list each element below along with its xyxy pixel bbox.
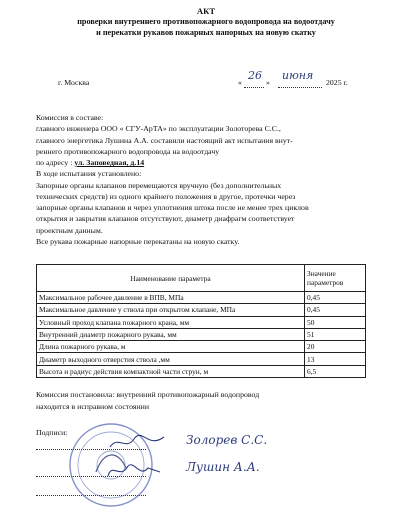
date-month: июня: [282, 69, 314, 82]
table-cell-value: 50: [305, 316, 366, 328]
table-cell-parameter: Максимальное рабочее давление в ВПВ, МПа: [37, 292, 305, 304]
commission-line: главного энергетика Лушина А.А. составили настоящий акт испытания внут-: [36, 136, 293, 145]
commission-line: реннего противопожарного водопровода на водоотдачу: [36, 147, 220, 156]
findings-line: технических средств) из одного крайнего положения в другое, протечки через: [36, 192, 296, 201]
table-row: [37, 304, 366, 316]
findings-line: Все рукава пожарные напорные перекатаны на новую скатку.: [36, 237, 240, 246]
parameters-table: [36, 264, 366, 378]
table-cell-parameter: Условный проход клапана пожарного крана, мм: [37, 316, 305, 328]
conclusion-line: Комиссия постановила: внутренний противопожарный водопровод: [36, 390, 260, 399]
city: г. Москва: [58, 78, 90, 87]
address: [36, 158, 144, 168]
findings-line: Запорные органы клапанов перемещаются вручную (без дополнительных: [36, 181, 282, 190]
table-cell-value: 13: [305, 353, 366, 365]
commission-line: главного инженера ООО « СГУ-АрТА» по эксплуатации Золоторева С.С.,: [36, 124, 281, 133]
signature-name-1: Золорев С.С.: [186, 433, 268, 447]
address-label: по адресу :: [36, 158, 73, 167]
act-title: АКТ: [196, 6, 216, 16]
signature-scribble-2: [104, 458, 164, 482]
table-cell-parameter: Диаметр выходного отверстия ствола ,мм: [37, 353, 305, 365]
signature-scribble-1: [108, 433, 168, 453]
act-subtitle-line2: и перекатки рукавов пожарных напорных на новую скатку: [96, 28, 316, 37]
address-value: ул. Заповедная, д.14: [74, 158, 145, 167]
date-year: 2025 г.: [326, 78, 348, 87]
table-cell-value: 0,45: [305, 304, 366, 316]
table-cell-value: 20: [305, 341, 366, 353]
day-underline: [244, 87, 264, 88]
table-cell-parameter: Внутренний диаметр пожарного рукава, мм: [37, 328, 305, 340]
signatures-label: Подписи:: [36, 428, 68, 437]
findings-heading: В ходе испытания установлено:: [36, 169, 142, 178]
table-cell-parameter: Максимальное давление у ствола при открытом клапане, МПа: [37, 304, 305, 316]
signature-name-2: Лушин А.А.: [186, 460, 260, 474]
month-underline: [278, 87, 322, 88]
table-cell-value: 51: [305, 328, 366, 340]
table-row: [37, 316, 366, 328]
findings-line: проектным данным.: [36, 226, 103, 235]
table-cell-value: 0,45: [305, 292, 366, 304]
table-row: [37, 365, 366, 377]
commission-heading: Комиссия в составе:: [36, 113, 104, 122]
column-header-value: Значение параметров: [305, 265, 366, 292]
table-row: [37, 292, 366, 304]
table-row: [37, 353, 366, 365]
findings-line: запорные органы клапанов и через уплотнения штока после не менее трех циклов: [36, 203, 309, 212]
table-cell-parameter: Высота и радиус действия компактной части струн, м: [37, 365, 305, 377]
table-row: [37, 341, 366, 353]
table-cell-value: 6,5: [305, 365, 366, 377]
act-subtitle-line1: проверки внутреннего противопожарного водопровода на водоотдачу: [77, 17, 335, 26]
table-row: [37, 328, 366, 340]
date-day-quote-open: «: [238, 78, 242, 87]
table-header-row: [37, 265, 366, 292]
findings-line: открытия и закрытия клапанов отсутствуют, диаметр диафрагм соответствует: [36, 214, 295, 223]
date-day-quote-close: »: [266, 78, 270, 87]
date-day: 26: [248, 69, 262, 82]
column-header-parameter: Наименование параметра: [37, 265, 305, 292]
conclusion-line: находится в исправном состоянии: [36, 402, 150, 411]
table-cell-parameter: Длина пожарного рукава, м: [37, 341, 305, 353]
